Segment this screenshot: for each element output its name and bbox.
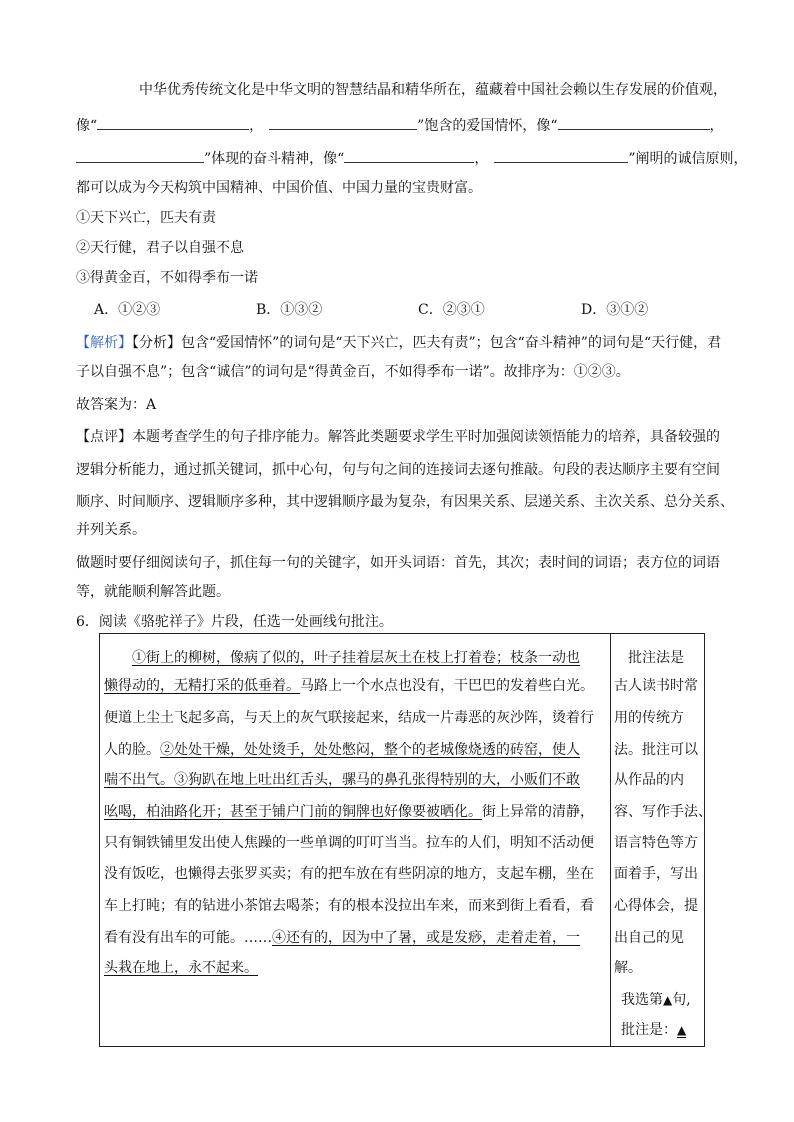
intro-line-4: 都可以成为今天构筑中国精神、中国价值、中国力量的宝贵财富。	[76, 180, 482, 196]
passage-line-3: 便道上尘土飞起多高，与天上的灰气联接起来，结成一片毒恶的灰沙阵，烫着行	[104, 710, 594, 726]
passage-line-9: 车上打盹；有的钻进小茶馆去喝茶；有的根本没拉出车来，而来到街上看看，看	[104, 898, 594, 914]
analysis-line-2: 子以自强不息”；包含“诚信”的词句是“得黄金百，不如得季布一诺”。故排序为：①②③。	[76, 364, 630, 380]
side-line-10: 出自己的见	[614, 930, 684, 946]
triangle-answer-icon[interactable]: ▲	[677, 1023, 687, 1037]
question-6-title: 6．阅读《骆驼祥子》片段，任选一处画线句批注。	[76, 614, 393, 630]
comment-line-3: 顺序、时间顺序、逻辑顺序多种，其中逻辑顺序最为复杂，有因果关系、层递关系、主次关系、总分关系、	[76, 494, 734, 510]
side-line-5: 从作品的内	[614, 772, 684, 788]
comment-line-5: 做题时要仔细阅读句子，抓住每一句的关键字，如开头词语：首先，其次；表时间的词语；表方位的词语	[76, 555, 720, 571]
passage-line-10: 看有没有出车的可能。……④还有的，因为中了暑，或是发痧，走着走着，一	[104, 930, 580, 946]
table-divider	[610, 633, 611, 1047]
side-line-2: 古人读书时常	[614, 678, 698, 694]
item-3: ③得黄金百，不如得季布一诺	[76, 270, 258, 286]
side-line-8: 面着手，写出	[614, 866, 698, 882]
blank-3[interactable]	[558, 115, 710, 130]
option-a[interactable]: A．①②③	[94, 302, 161, 318]
passage-line-6: 吆喝，柏油路化开；甚至于铺户门前的铜牌也好像要被晒化。街上异常的清静，	[104, 804, 594, 820]
analysis-tag: 【解析】	[76, 335, 132, 351]
passage-line-11	[104, 958, 258, 978]
side-line-7: 语言特色等方	[614, 835, 698, 851]
blank-5[interactable]	[344, 148, 474, 163]
intro-line-1: 中华优秀传统文化是中华文明的智慧结晶和精华所在，蕴藏着中国社会赖以生存发展的价值观，	[139, 82, 727, 98]
sentence-3-part2[interactable]: 吆喝，柏油路化开；甚至于铺户门前的铜牌也好像要被晒化。	[104, 804, 482, 820]
comment-line-4: 并列关系。	[76, 522, 146, 538]
intro-line-2: 像“ ， ”饱含的爱国情怀，像“ ，	[76, 115, 724, 136]
item-1: ①天下兴亡，匹夫有责	[76, 210, 216, 226]
sentence-2-part1[interactable]: ②处处干燥，处处烫手，处处憋闷，整个的老城像烧透的砖窑，使人	[160, 742, 580, 758]
side-line-4: 法。批注可以	[614, 742, 698, 758]
analysis-line-1: 【解析】【分析】包含“爱国情怀”的词句是“天下兴亡，匹夫有责”；包含“奋斗精神”的词句是“天行健，君	[76, 335, 722, 351]
sentence-2-part2[interactable]: 喘不出气。	[104, 772, 174, 788]
option-b[interactable]: B．①③②	[256, 302, 323, 318]
sentence-1-part1[interactable]: ①街上的柳树，像病了似的，叶子挂着层灰土在枝上打着卷；枝条一动也	[132, 650, 580, 666]
side-line-9: 心得体会，提	[614, 898, 698, 914]
passage-line-5	[104, 770, 580, 790]
answer-line: 故答案为：A	[76, 397, 157, 413]
sentence-3-part1[interactable]: ③狗趴在地上吐出红舌头，骡马的鼻孔张得特别的大，小贩们不敢	[174, 772, 580, 788]
comment-line-6: 等，就能顺利解答此题。	[76, 584, 230, 600]
side-line-12: 我选第▲句,	[621, 992, 691, 1008]
option-c[interactable]: C．②③①	[418, 302, 485, 318]
side-line-13: 批注是：▲	[621, 1022, 687, 1038]
blank-4[interactable]	[76, 148, 204, 163]
side-line-11: 解。	[614, 960, 642, 976]
side-line-1: 批注法是	[628, 650, 684, 666]
blank-2[interactable]	[269, 115, 417, 130]
item-2: ②天行健，君子以自强不息	[76, 240, 244, 256]
passage-line-4: 人的脸。②处处干燥，处处烫手，处处憋闷，整个的老城像烧透的砖窑，使人	[104, 742, 580, 758]
comment-line-2: 逻辑分析能力，通过抓关键词，抓中心句，句与句之间的连接词去逐句推敲。句段的表达顺序主要有空间	[76, 462, 720, 478]
intro-line-3: ”体现的奋斗精神，像“ ， ”阐明的诚信原则，	[76, 148, 748, 169]
option-d[interactable]: D．③①②	[581, 302, 649, 318]
passage-line-8: 没有饭吃，也懒得去张罗买卖；有的把车放在有些阴凉的地方，支起车棚，坐在	[104, 866, 594, 882]
sentence-4-part1[interactable]: ④还有的，因为中了暑，或是发痧，走着走着，一	[272, 930, 580, 946]
sentence-4-part2[interactable]: 头栽在地上，永不起来。	[104, 960, 258, 976]
side-line-6: 容、写作手法、	[614, 804, 712, 820]
blank-1[interactable]	[97, 115, 249, 130]
passage-line-1	[132, 648, 580, 668]
triangle-marker-icon: ▲	[663, 993, 673, 1007]
passage-line-7: 只有铜铁铺里发出使人焦躁的一些单调的叮叮当当。拉车的人们，明知不活动便	[104, 835, 594, 851]
comment-line-1: 【点评】本题考查学生的句子排序能力。解答此类题要求学生平时加强阅读领悟能力的培养，具备较强的	[76, 429, 720, 445]
passage-line-2: 懒得动的，无精打采的低垂着。马路上一个水点也没有，干巴巴的发着些白光。	[104, 678, 594, 694]
blank-6[interactable]	[494, 148, 628, 163]
side-line-3: 用的传统方	[614, 710, 684, 726]
sentence-1-part2[interactable]: 懒得动的，无精打采的低垂着。	[104, 678, 300, 694]
